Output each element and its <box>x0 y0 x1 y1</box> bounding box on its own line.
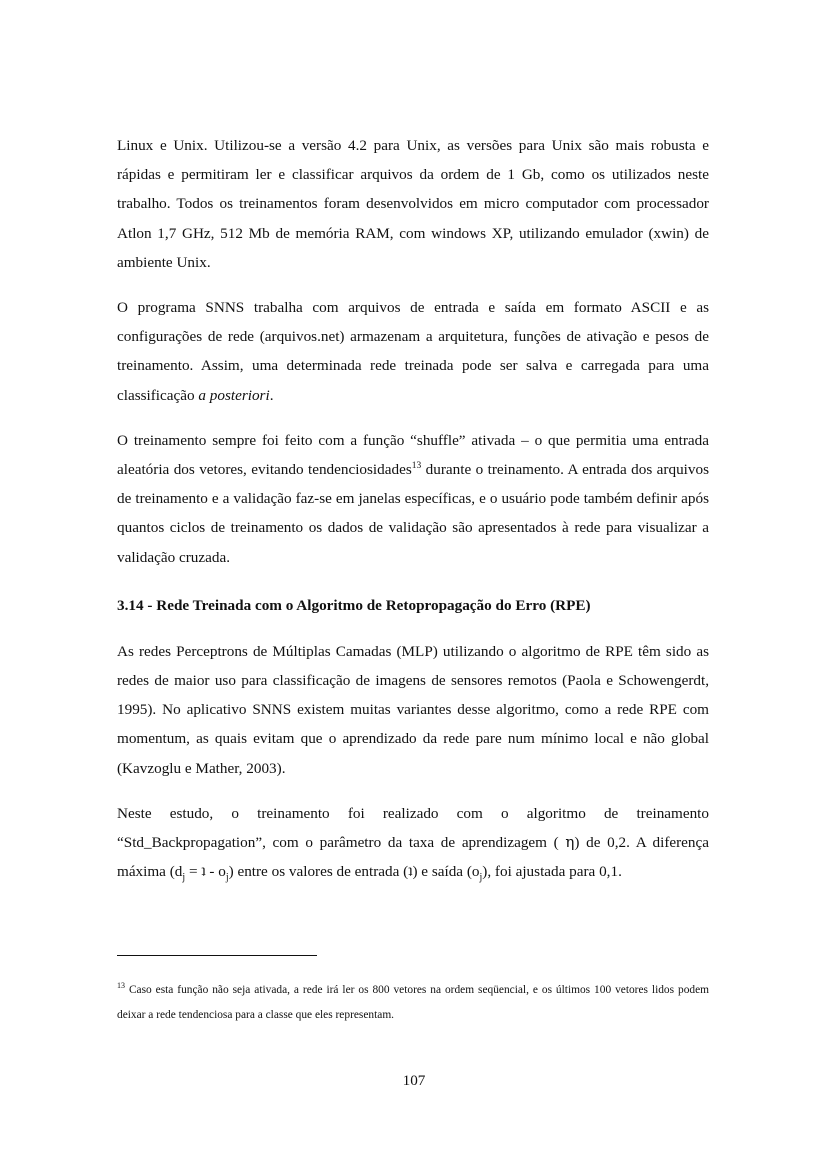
paragraph-2-end: . <box>269 386 274 404</box>
paragraph-5-text-4: - o <box>205 863 226 881</box>
footnote-separator <box>117 955 317 956</box>
paragraph-2-italic: a posteriori <box>198 386 270 404</box>
subscript-j-1: j <box>182 872 186 884</box>
page-body <box>117 131 709 886</box>
footnote-marker: 13 <box>117 981 125 991</box>
subscript-j-2: j <box>225 872 229 884</box>
footnote-text: Caso esta função não seja ativada, a rede irá ler os 800 vetores na ordem seqüencial, e os últimos 100 vetores lidos podem deixar a rede tendenciosa para a classe que eles representam. <box>117 984 709 1021</box>
paragraph-3-text: O treinamento sempre foi feito com a função “shuffle” ativada – o que permitia uma entrada aleatória dos vetores, evitando tendenciosidades <box>117 431 709 479</box>
paragraph-2 <box>117 293 709 410</box>
paragraph-5-text-1: Neste estudo, o treinamento foi realizado com o algoritmo de treinamento “Std_Backpropagation”, com o parâmetro da taxa de aprendizagem ( <box>117 804 709 852</box>
paragraph-5 <box>117 799 709 887</box>
paragraph-4-text: As redes Perceptrons de Múltiplas Camadas (MLP) utilizando o algoritmo de RPE têm sido as redes de maior uso para classificação de imagens de sensores remotos (Paola e Schowengerdt, 1995). No aplicativo SNNS existem muitas variantes desse algoritmo, como a rede RPE com momentum, as quais evitam que o aprendizado da rede pare num mínimo local e não global (Kavzoglu e Mather, 2003). <box>117 642 709 777</box>
paragraph-3-end: durante o treinamento. A entrada dos arquivos de treinamento e a validação faz-se em janelas específicas, e o usuário pode também definir após quantos ciclos de treinamento os dados de validação são apresentados à rede para visualizar a validação cruzada. <box>117 461 709 566</box>
footnote <box>117 978 709 1028</box>
section-heading: 3.14 - Rede Treinada com o Algoritmo de Retopropagação do Erro (RPE) <box>117 596 591 614</box>
paragraph-5-text-6: ), foi ajustada para 0,1. <box>482 863 622 881</box>
paragraph-4 <box>117 637 709 783</box>
page-number: 107 <box>402 1072 426 1089</box>
paragraph-1-text: Linux e Unix. Utilizou-se a versão 4.2 para Unix, as versões para Unix são mais robusta e rápidas e permitiram ler e classificar arquivos da ordem de 1 Gb, como os utilizados neste trabalho. Todos os treinamentos foram desenvolvidos em micro computador com processador Atlon 1,7 GHz, 512 Mb de memória RAM, com windows XP, utilizando emulador (xwin) de ambiente Unix. <box>117 137 709 271</box>
paragraph-3 <box>117 426 709 572</box>
paragraph-5-text-2: ) de 0,2. A diferença máxima (d <box>117 834 709 881</box>
paragraph-5-text-5: ) entre os valores de entrada (ʇ) e saída (o <box>228 863 480 881</box>
paragraph-2-text: O programa SNNS trabalha com arquivos de entrada e saída em formato ASCII e as configurações de rede (arquivos.net) armazenam a arquitetura, funções de ativação e pesos de treinamento. Assim, uma determinada rede treinada pode ser salva e carregada para uma classificação <box>117 299 709 404</box>
paragraph-1 <box>117 131 709 277</box>
footnote-reference[interactable]: 13 <box>411 460 422 471</box>
eta-symbol: η <box>565 833 575 852</box>
paragraph-5-text-3: = <box>185 863 202 881</box>
paragraph-5-t-symbol: ʇ <box>201 863 206 881</box>
subscript-j-3: j <box>479 872 483 884</box>
